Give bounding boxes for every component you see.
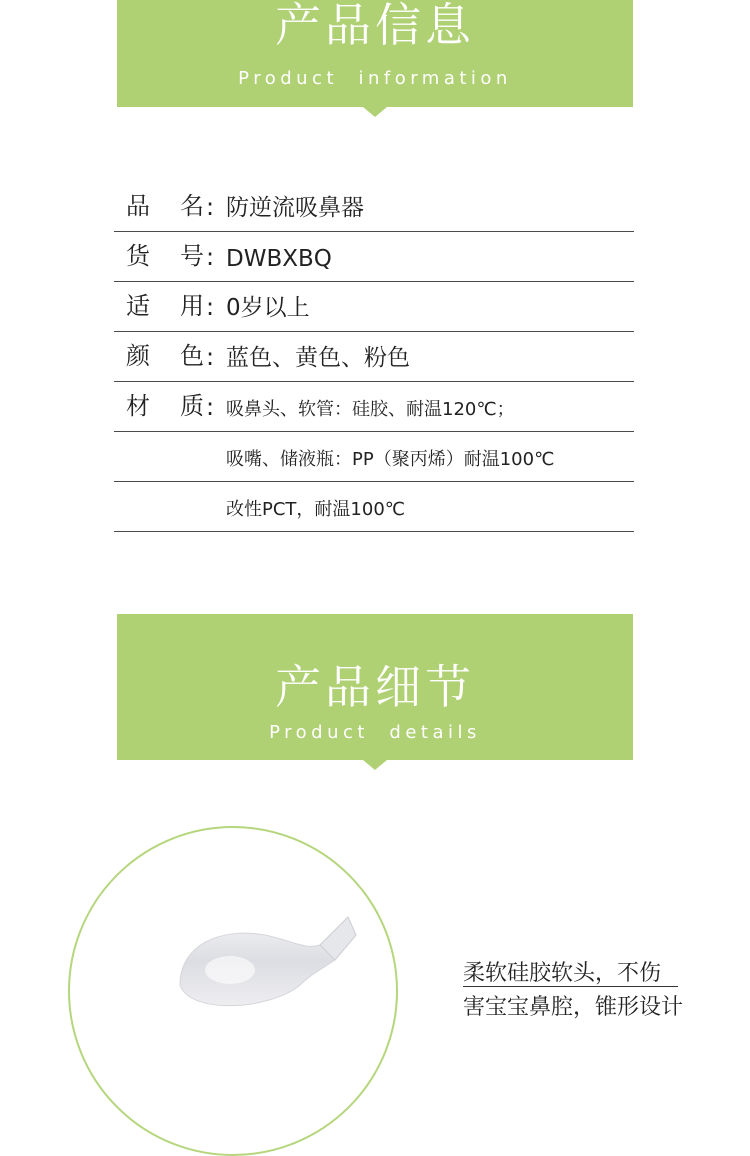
spec-key: 货 号: [126, 242, 204, 270]
detail-caption-continued: 害宝宝鼻腔，锥形设计: [463, 995, 684, 1020]
spec-colon: :: [206, 293, 215, 321]
spec-key: 适 用: [126, 292, 204, 320]
spec-value: 0岁以上: [226, 295, 310, 321]
product-details-banner: [117, 614, 633, 760]
banner-notch: [363, 760, 387, 770]
spec-row: [114, 382, 634, 432]
banner-notch: [363, 107, 387, 117]
caption-divider: [463, 986, 678, 987]
nasal-tip-illustration-icon: [170, 915, 360, 1015]
spec-key: 材 质: [126, 392, 204, 420]
spec-row: [114, 182, 634, 232]
spec-row: [114, 232, 634, 282]
product-info-title: 产品信息: [275, 0, 475, 52]
product-details-title: 产品细节: [275, 660, 475, 714]
product-details-subtitle: Product details: [269, 722, 481, 743]
spec-colon: :: [206, 343, 215, 371]
spec-value: 吸嘴、储液瓶：PP（聚丙烯）耐温100℃: [226, 449, 555, 470]
product-info-banner: [117, 0, 633, 107]
spec-table: [114, 182, 634, 532]
spec-colon: :: [206, 393, 215, 421]
product-info-subtitle: Product information: [238, 68, 512, 89]
spec-value: 吸鼻头、软管：硅胶、耐温120℃；: [226, 399, 515, 420]
spec-row: [114, 482, 634, 532]
detail-caption: 柔软硅胶软头，不伤: [463, 961, 662, 986]
spec-colon: :: [206, 243, 215, 271]
spec-value: DWBXBQ: [226, 246, 332, 272]
spec-row: [114, 332, 634, 382]
spec-key: 颜 色: [126, 342, 204, 370]
spec-key: 品 名: [126, 192, 204, 220]
spec-colon: :: [206, 193, 215, 221]
spec-value: 改性PCT，耐温100℃: [226, 499, 405, 520]
spec-row: [114, 282, 634, 332]
spec-row: [114, 432, 634, 482]
spec-value: 防逆流吸鼻器: [226, 195, 364, 221]
spec-value: 蓝色、黄色、粉色: [226, 345, 410, 371]
